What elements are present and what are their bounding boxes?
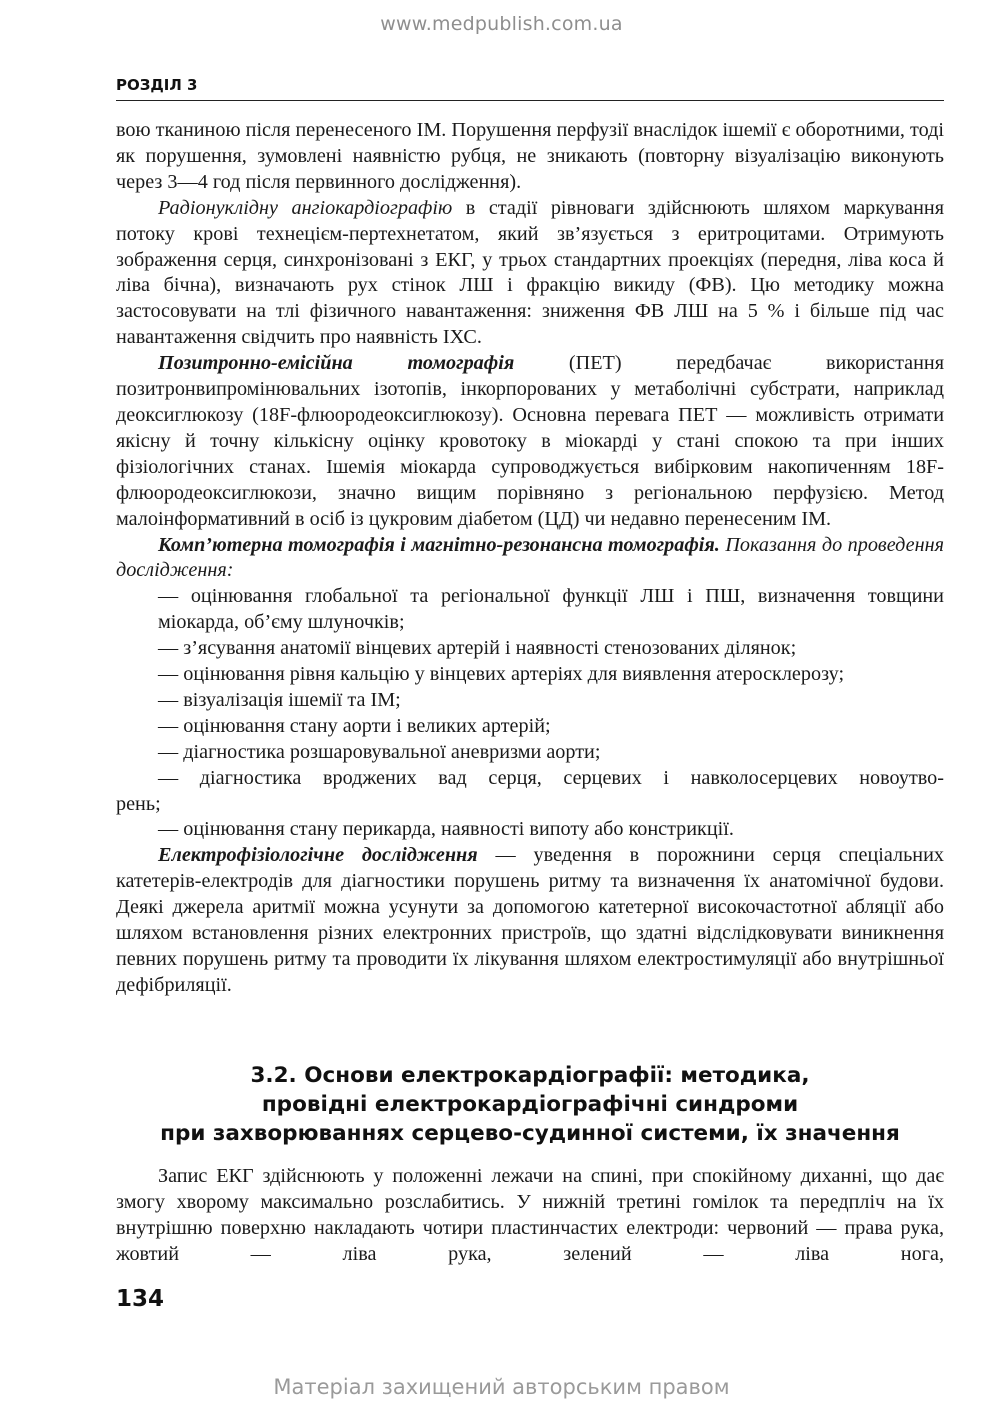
text-ct-mri: Показання до проведення дослідження: (116, 533, 944, 582)
text-pet: (ПЕТ) передбачає використання позитронвипромінювальних ізотопів, інкорпорованих у метаболічні субстрати, наприклад деоксиглюкозу (18F-флюородеоксиглюкозу). Основна перевага ПЕТ — можливість отримати якісну й точну кількісну оцінку кровотоку в міокарді у стані спокою та при інших фізіологічних станах. Ішемія міокарда супроводжується вибірковим накопиченням 18F-флюородеоксиглюкози, значно вищим порівняно з регіональною перфузією. Метод малоінформативний в осіб із цукровим діабетом (ЦД) чи недавно перенесеним ІМ. (116, 352, 945, 530)
section-heading-line: при захворюваннях серцево-судинної системи, їх значення (160, 1121, 900, 1146)
section-heading (116, 1061, 944, 1148)
copyright-notice: Матеріал захищений авторським правом (273, 1375, 730, 1399)
page-body (116, 118, 944, 999)
list-item: — діагностика вроджених вад серця, серцевих і навколосерцевих новоутво- (158, 766, 944, 789)
site-url[interactable]: www.medpublish.com.ua (380, 13, 623, 35)
list-item: — оцінювання глобальної та регіональної функції ЛШ і ПШ, визначення товщини міокарда, об’єму шлуночків; (158, 585, 944, 634)
text-electrophysiology: — уведення в порожнини серця спеціальних катетерів-електродів для діагностики порушень ритму та визначення їх анатомічної будови. Деякі джерела аритмії можна усунути за допомогою катетерної високочастотної абляції або шляхом встановлення різних електронних пристроїв, що здатні відслідковувати виникнення певних порушень ритму та проводити їх лікування шляхом електростимуляції або внутрішньої дефібриляції. (116, 844, 944, 996)
list-item: — візуалізація ішемії та ІМ; (158, 688, 401, 711)
running-head: РОЗДІЛ 3 (116, 76, 198, 94)
page-number: 134 (116, 1286, 165, 1312)
paragraph-ecg-recording: Запис ЕКГ здійснюють у положенні лежачи на спині, при спокійному диханні, що дає змогу хворому максимально розслабитись. У нижній третині гомілок та передпліч на їх внутрішню поверхню накладають чотири пластинчастих електроди: червоний — права рука, жовтий — ліва рука, зелений — ліва нога, (116, 1165, 944, 1265)
paragraph-continuation: вою тканиною після перенесеного ІМ. Порушення перфузії внаслідок ішемії є оборотними, тоді як порушення, зумовлені наявністю рубця, не зникають (повторну візуалізацію виконують через 3—4 год після первинного дослідження). (116, 119, 944, 193)
paragraph-electrophysiology (116, 843, 944, 998)
term-ct-mri: Комп’ютерна томографія і магнітно-резонансна томографія. (158, 533, 720, 556)
paragraph-ct-mri (116, 533, 944, 585)
section-body (116, 1164, 944, 1268)
list-item: — оцінювання рівня кальцію у вінцевих артеріях для виявлення атеросклерозу; (158, 663, 845, 686)
text-radionuclide: в стадії рівноваги здійснюють шляхом маркування потоку крові технецієм-пертехнетатом, який зв’язується з еритроцитами. Отримують зображення серця, синхронізовані з ЕКГ, у трьох стандартних проекціях (передня, ліва коса й ліва бічна), визначають рух стінок ЛШ і фракцію викиду (ФВ). Цю методику можна застосовувати на тлі фізичного навантаження: зниження ФВ ЛШ на 5 % і більше під час навантаження свідчить про наявність ІХС. (116, 196, 944, 349)
paragraph-radionuclide (116, 196, 944, 351)
paragraph-pet (116, 351, 944, 532)
list-item: — оцінювання стану перикарда, наявності випоту або констрикції. (158, 818, 734, 841)
header-rule (116, 100, 944, 101)
list-item: — оцінювання стану аорти і великих артерій; (158, 714, 551, 737)
section-heading-line: 3.2. Основи електрокардіографії: методика, (250, 1063, 810, 1088)
list-item: — з’ясування анатомії вінцевих артерій і наявності стенозованих ділянок; (158, 637, 797, 660)
term-radionuclide: Радіонуклідну ангіокардіографію (158, 196, 453, 219)
list-item: — діагностика розшаровувальної аневризми аорти; (158, 740, 601, 763)
section-heading-line: провідні електрокардіографічні синдроми (261, 1092, 799, 1117)
list-item-continuation: рень; (116, 792, 161, 815)
term-electrophysiology: Електрофізіологічне дослідження (158, 844, 478, 867)
term-pet: Позитронно-емісійна томографія (158, 352, 515, 375)
